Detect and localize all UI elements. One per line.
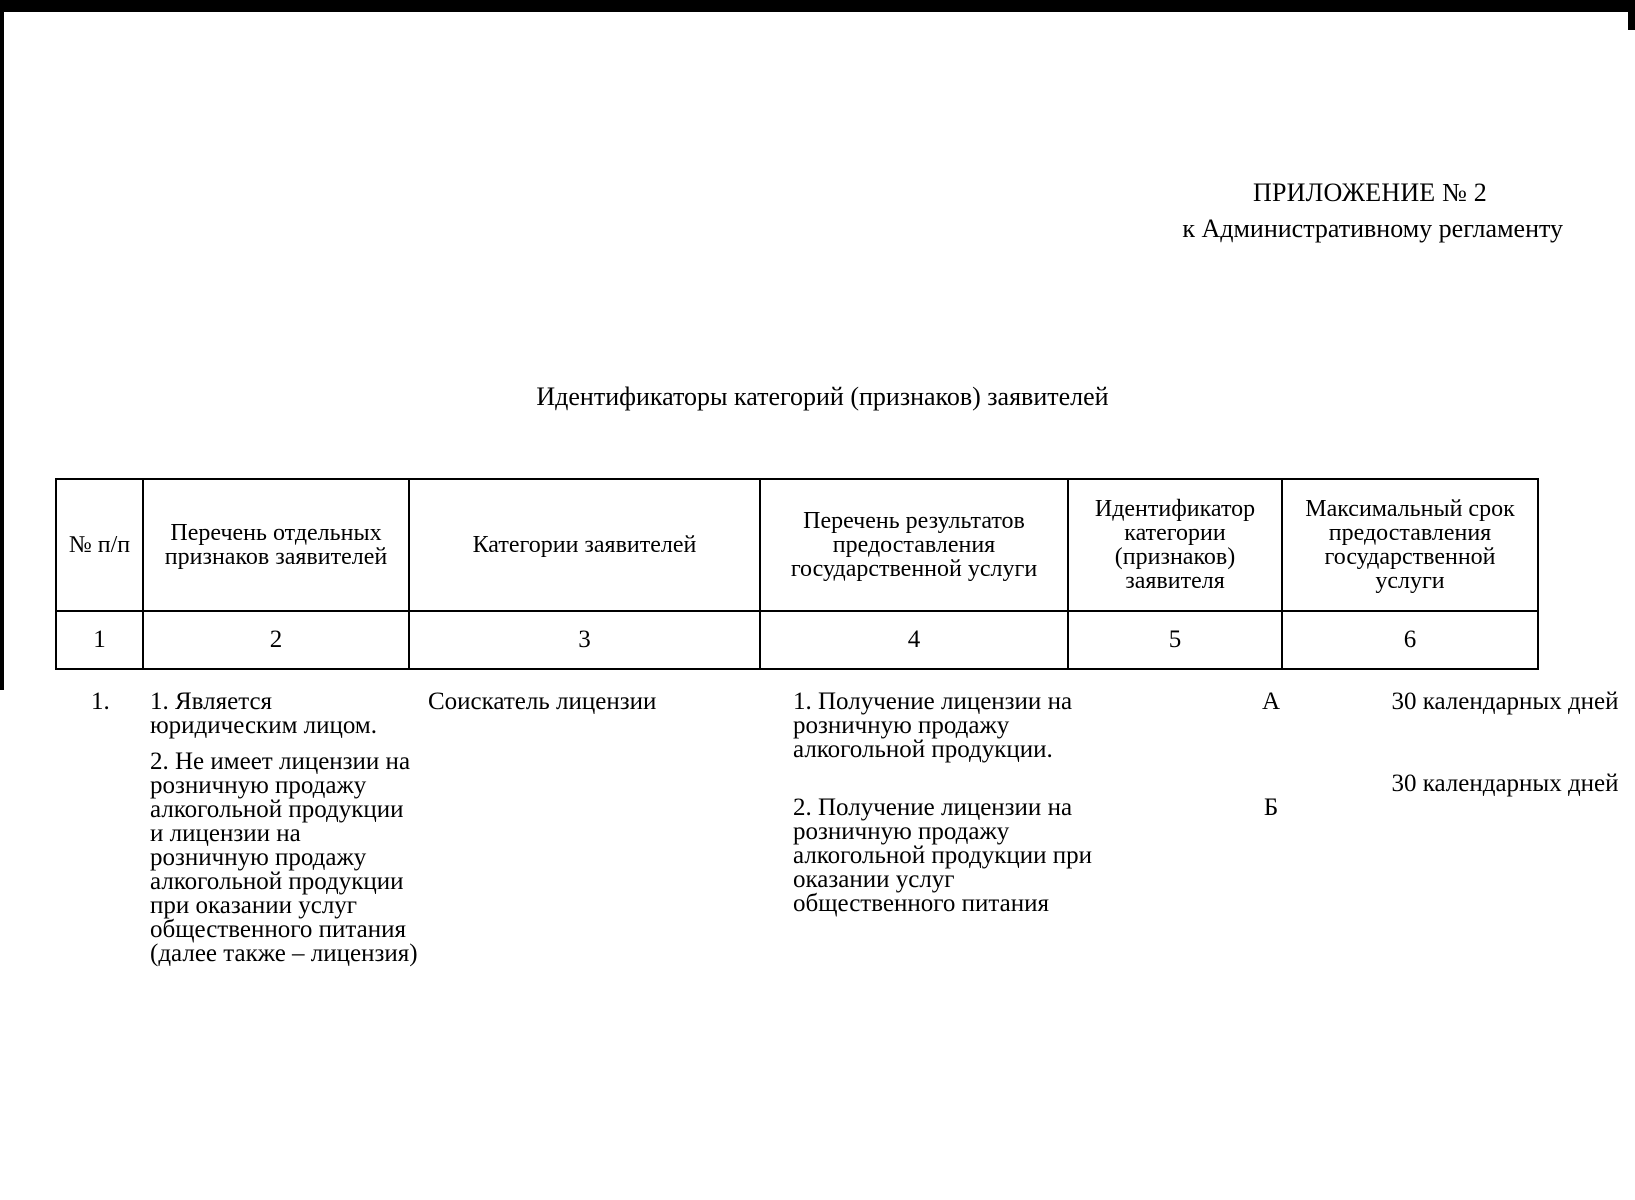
criteria-cell <box>150 690 420 978</box>
appendix-title: ПРИЛОЖЕНИЕ № 2 <box>1253 178 1487 207</box>
criteria-item: 1. Является юридическим лицом. <box>150 688 377 739</box>
column-number: 3 <box>409 611 760 669</box>
term-item: 30 календарных дней <box>1391 770 1619 797</box>
column-number: 4 <box>760 611 1068 669</box>
column-number: 6 <box>1282 611 1538 669</box>
row-number: 1. <box>91 688 110 715</box>
header-cell-term: Максимальный срок предоставления государственной услуги <box>1282 479 1538 611</box>
column-number: 5 <box>1068 611 1282 669</box>
term-item: 30 календарных дней <box>1391 688 1619 715</box>
criteria-item: 2. Не имеет лицензии на розничную продажу алкогольной продукции и лицензии на розничную продажу алкогольной продукции при оказании услуг общественного питания (далее также – лицензия) <box>150 748 418 967</box>
table-header <box>55 478 1539 670</box>
header-cell-criteria: Перечень отдельных признаков заявителей <box>143 479 409 611</box>
column-number: 1 <box>56 611 143 669</box>
header-cell-identifier: Идентификатор категории (признаков) заявителя <box>1068 479 1282 611</box>
header-cell-number: № п/п <box>56 479 143 611</box>
results-cell <box>793 690 1123 950</box>
result-item: 1. Получение лицензии на розничную продажу алкогольной продукции. <box>793 688 1073 763</box>
document-title: Идентификаторы категорий (признаков) заявителей <box>536 382 1109 411</box>
identifier-item: А <box>1261 688 1281 715</box>
category-cell: Соискатель лицензии <box>428 688 657 715</box>
identifier-cell <box>1160 690 1382 902</box>
column-numbers-row <box>56 611 1538 669</box>
result-item: 2. Получение лицензии на розничную продажу алкогольной продукции при оказании услуг общественного питания <box>793 794 1093 917</box>
term-cell <box>1385 690 1625 854</box>
identifier-item: Б <box>1263 794 1279 821</box>
scan-border-right <box>1628 0 1635 30</box>
appendix-subtitle: к Административному регламенту <box>1182 214 1563 243</box>
header-cell-results: Перечень результатов предоставления государственной услуги <box>760 479 1068 611</box>
header-cell-category: Категории заявителей <box>409 479 760 611</box>
scan-border-left <box>0 0 4 690</box>
column-number: 2 <box>143 611 409 669</box>
scan-border-top <box>0 0 1635 12</box>
header-row <box>56 479 1538 611</box>
